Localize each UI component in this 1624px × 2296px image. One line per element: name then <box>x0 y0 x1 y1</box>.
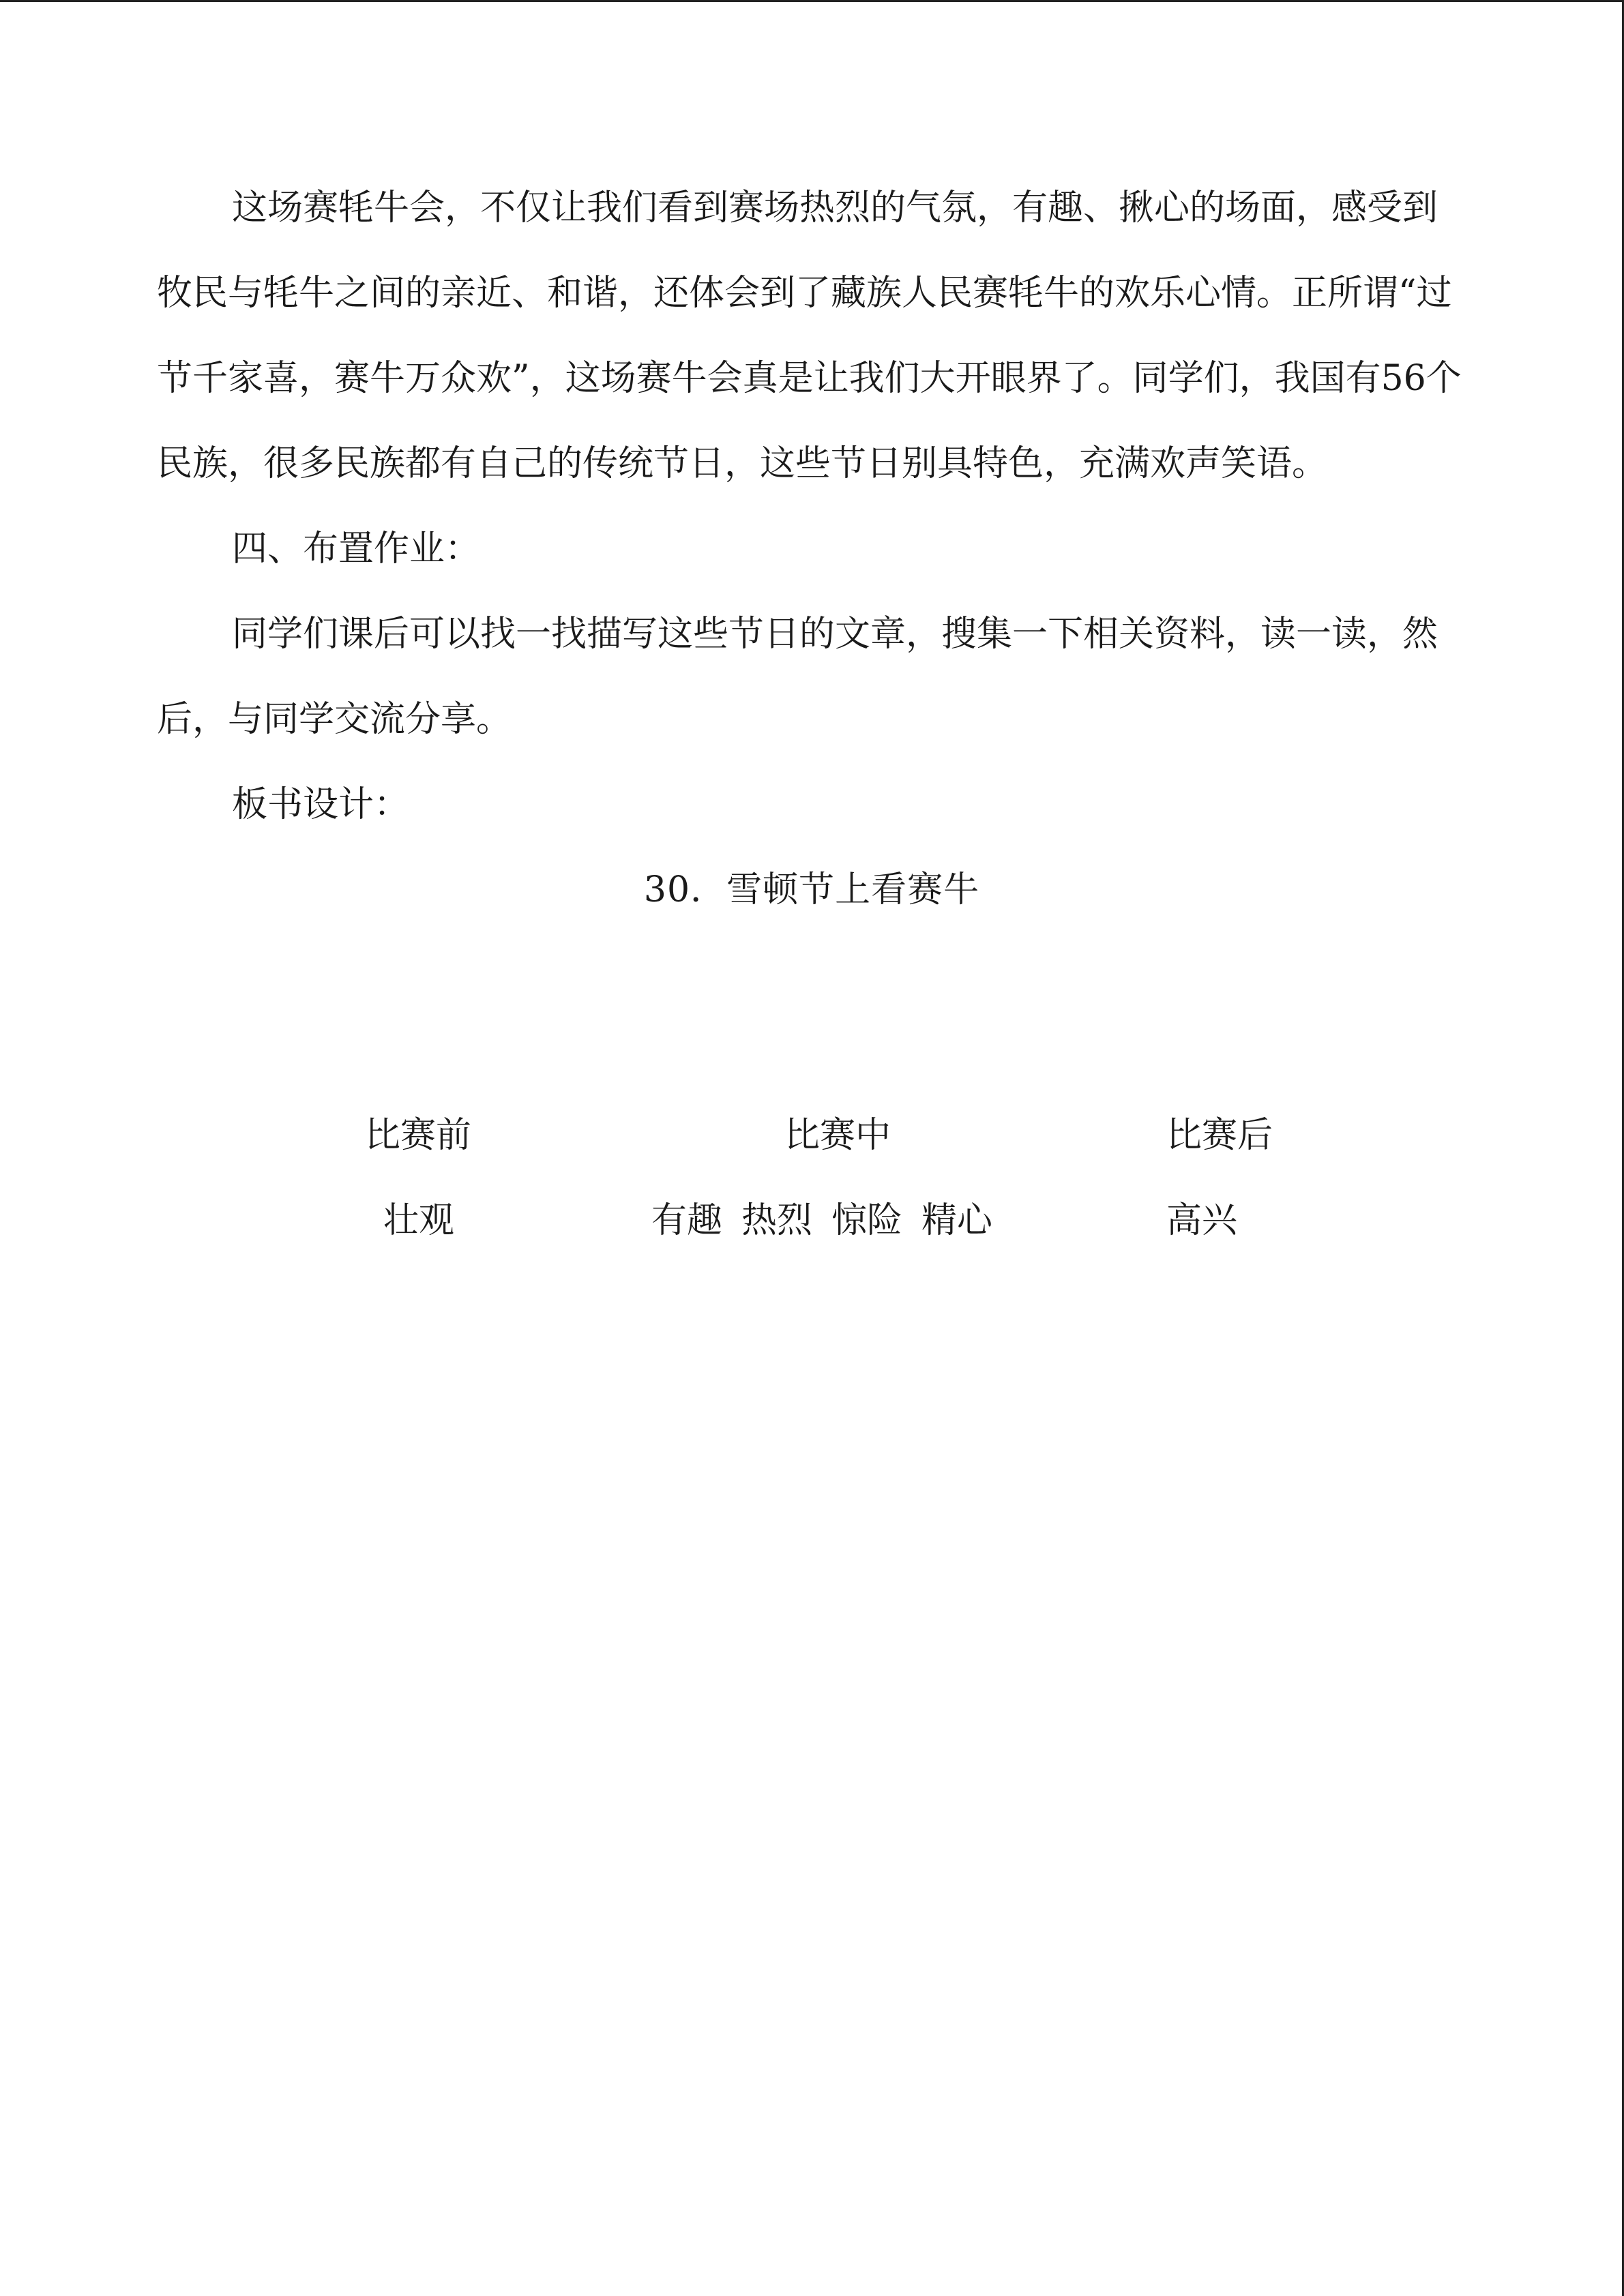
value-during-word: 有趣 <box>651 1200 723 1241</box>
value-during <box>651 1178 1012 1264</box>
board-value-row <box>157 1178 1466 1264</box>
paragraph-board-heading: 板书设计： <box>232 784 410 825</box>
paragraph-summary: 这场赛牦牛会，不仅让我们看到赛场热烈的气氛，有趣、揪心的场面，感受到牧民与牦牛之间的亲近、和谐，还体会到了藏族人民赛牦牛的欢乐心情。正所谓“过节千家喜，赛牛万众欢”，这场赛牛会真是让我们大开眼界了。同学们，我国有56个民族，很多民族都有自己的传统节日，这些节日别具特色，充满欢声笑语。 <box>157 188 1462 484</box>
value-after: 高兴 <box>1166 1200 1238 1241</box>
value-during-word: 精心 <box>921 1200 993 1241</box>
body-text <box>157 166 1466 968</box>
header-after: 比赛后 <box>1166 1115 1273 1156</box>
value-before: 壮观 <box>383 1200 455 1241</box>
paragraph-homework: 同学们课后可以找一找描写这些节日的文章，搜集一下相关资料，读一读，然后，与同学交流分享。 <box>157 614 1438 740</box>
board-design <box>157 1093 1466 1264</box>
header-during: 比赛中 <box>784 1115 891 1156</box>
paragraph-homework-heading: 四、布置作业： <box>232 528 481 569</box>
value-during-word: 热烈 <box>741 1200 813 1241</box>
board-title: 30．雪顿节上看赛牛 <box>643 869 980 910</box>
value-during-word: 惊险 <box>831 1200 903 1241</box>
header-before: 比赛前 <box>365 1115 472 1156</box>
board-header-row <box>157 1093 1466 1178</box>
